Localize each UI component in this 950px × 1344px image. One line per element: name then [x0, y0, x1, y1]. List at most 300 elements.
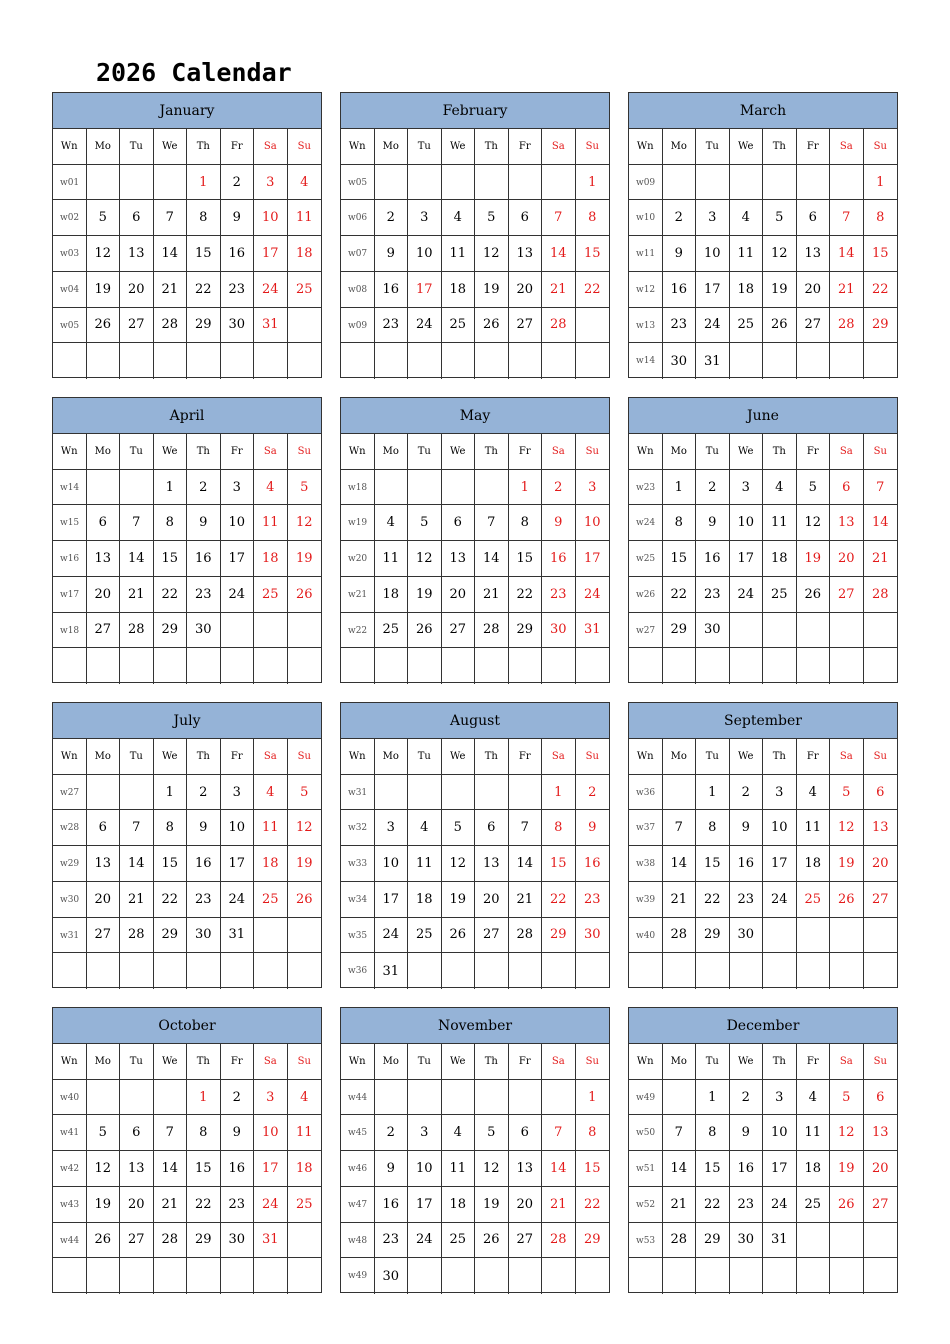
day-cell [221, 343, 255, 379]
day-cell [475, 1080, 509, 1116]
day-cell: 30 [576, 918, 610, 954]
week-number: w26 [629, 577, 663, 613]
day-cell: 20 [830, 541, 864, 577]
day-cell: 25 [442, 308, 476, 344]
weekday-header: Wn [53, 739, 87, 775]
weekday-header: Fr [509, 1044, 543, 1080]
day-cell: 10 [221, 505, 255, 541]
day-cell: 14 [542, 1151, 576, 1187]
day-cell: 31 [576, 613, 610, 649]
weekday-header: Sa [254, 129, 288, 165]
weekday-header: We [442, 1044, 476, 1080]
day-cell: 29 [154, 918, 188, 954]
day-cell: 27 [120, 308, 154, 344]
day-cell: 11 [254, 810, 288, 846]
day-grid [53, 129, 321, 379]
day-cell: 22 [576, 1187, 610, 1223]
day-cell: 3 [254, 165, 288, 201]
day-cell: 23 [375, 308, 409, 344]
day-cell: 7 [830, 200, 864, 236]
day-cell: 27 [864, 1187, 898, 1223]
weekday-header: Su [864, 739, 898, 775]
day-cell: 16 [730, 846, 764, 882]
day-cell [576, 1258, 610, 1294]
day-cell: 18 [442, 272, 476, 308]
week-number: w27 [53, 775, 87, 811]
week-number: w10 [629, 200, 663, 236]
day-grid [341, 129, 609, 379]
day-cell: 26 [288, 882, 322, 918]
day-cell: 6 [87, 505, 121, 541]
day-cell [830, 165, 864, 201]
day-cell: 8 [187, 200, 221, 236]
day-cell: 21 [542, 272, 576, 308]
day-cell: 27 [797, 308, 831, 344]
day-cell: 14 [830, 236, 864, 272]
day-cell: 6 [864, 775, 898, 811]
day-cell: 4 [797, 1080, 831, 1116]
weekday-header: Tu [408, 434, 442, 470]
weekday-header: We [154, 1044, 188, 1080]
day-cell: 9 [576, 810, 610, 846]
day-cell: 17 [375, 882, 409, 918]
day-cell [87, 343, 121, 379]
day-cell [120, 343, 154, 379]
day-cell [408, 648, 442, 684]
day-cell: 16 [187, 846, 221, 882]
day-cell: 24 [730, 577, 764, 613]
day-cell: 17 [576, 541, 610, 577]
day-cell [576, 648, 610, 684]
month-name: October [53, 1008, 321, 1044]
day-cell: 28 [830, 308, 864, 344]
day-cell [864, 953, 898, 989]
day-cell [288, 308, 322, 344]
weekday-header: Th [187, 739, 221, 775]
day-cell [864, 1223, 898, 1259]
week-number: w49 [629, 1080, 663, 1116]
day-cell: 19 [408, 577, 442, 613]
day-cell: 6 [120, 200, 154, 236]
day-cell: 25 [797, 1187, 831, 1223]
day-cell: 9 [542, 505, 576, 541]
day-cell: 22 [154, 882, 188, 918]
day-cell: 29 [663, 613, 697, 649]
weekday-header: Sa [542, 129, 576, 165]
day-cell: 23 [375, 1223, 409, 1259]
weekday-header: Th [187, 434, 221, 470]
day-cell [221, 648, 255, 684]
day-cell [730, 1258, 764, 1294]
week-number: w31 [53, 918, 87, 954]
week-number: w25 [629, 541, 663, 577]
day-cell: 13 [442, 541, 476, 577]
day-cell: 15 [509, 541, 543, 577]
weekday-header: We [442, 739, 476, 775]
day-cell [87, 775, 121, 811]
week-number: w49 [341, 1258, 375, 1294]
day-cell [408, 1080, 442, 1116]
day-cell: 4 [408, 810, 442, 846]
day-cell: 1 [576, 1080, 610, 1116]
day-cell: 5 [475, 1115, 509, 1151]
weekday-header: Sa [254, 739, 288, 775]
week-number: w50 [629, 1115, 663, 1151]
day-cell: 14 [663, 846, 697, 882]
day-cell [864, 648, 898, 684]
week-number: w40 [53, 1080, 87, 1116]
day-cell: 2 [375, 200, 409, 236]
day-cell: 1 [542, 775, 576, 811]
day-cell: 3 [221, 775, 255, 811]
day-grid [629, 434, 897, 684]
month-name: December [629, 1008, 897, 1044]
weekday-header: We [154, 129, 188, 165]
day-cell: 8 [154, 505, 188, 541]
day-cell: 17 [408, 1187, 442, 1223]
day-cell: 22 [696, 1187, 730, 1223]
day-cell: 11 [408, 846, 442, 882]
day-cell [797, 648, 831, 684]
day-cell [475, 165, 509, 201]
day-cell: 6 [475, 810, 509, 846]
week-number: w05 [53, 308, 87, 344]
day-cell: 15 [542, 846, 576, 882]
week-number: w17 [53, 577, 87, 613]
month-june [628, 397, 898, 683]
weekday-header: Mo [663, 739, 697, 775]
day-cell: 15 [696, 1151, 730, 1187]
week-number [53, 343, 87, 379]
day-cell: 30 [221, 308, 255, 344]
day-cell: 26 [442, 918, 476, 954]
day-cell: 27 [87, 918, 121, 954]
day-cell: 20 [509, 1187, 543, 1223]
day-cell: 19 [87, 272, 121, 308]
day-cell: 22 [696, 882, 730, 918]
day-cell: 15 [154, 846, 188, 882]
day-cell: 1 [864, 165, 898, 201]
day-cell: 17 [763, 1151, 797, 1187]
week-number: w31 [341, 775, 375, 811]
day-cell [696, 953, 730, 989]
day-cell: 29 [542, 918, 576, 954]
day-cell: 19 [830, 1151, 864, 1187]
day-cell: 10 [763, 810, 797, 846]
week-number: w08 [341, 272, 375, 308]
day-cell: 24 [254, 272, 288, 308]
week-number: w39 [629, 882, 663, 918]
day-cell: 18 [288, 236, 322, 272]
day-cell: 10 [375, 846, 409, 882]
day-cell: 21 [542, 1187, 576, 1223]
day-cell [288, 918, 322, 954]
day-cell: 23 [576, 882, 610, 918]
day-cell: 10 [254, 200, 288, 236]
day-cell [576, 308, 610, 344]
day-cell [288, 953, 322, 989]
week-number [53, 1258, 87, 1294]
day-cell: 20 [120, 1187, 154, 1223]
day-cell: 5 [288, 470, 322, 506]
day-cell: 3 [408, 200, 442, 236]
day-cell: 5 [87, 200, 121, 236]
day-cell: 16 [663, 272, 697, 308]
week-number: w27 [629, 613, 663, 649]
day-cell: 29 [696, 1223, 730, 1259]
weekday-header: We [154, 739, 188, 775]
day-cell: 18 [763, 541, 797, 577]
day-cell: 15 [576, 236, 610, 272]
weekday-header: Wn [341, 434, 375, 470]
day-cell: 1 [187, 165, 221, 201]
day-cell: 25 [254, 577, 288, 613]
day-cell: 18 [288, 1151, 322, 1187]
day-cell: 29 [509, 613, 543, 649]
weekday-header: Wn [53, 434, 87, 470]
day-cell: 16 [730, 1151, 764, 1187]
day-cell: 31 [254, 308, 288, 344]
month-december [628, 1007, 898, 1293]
day-cell: 5 [87, 1115, 121, 1151]
month-name: March [629, 93, 897, 129]
week-number [629, 648, 663, 684]
day-cell [730, 953, 764, 989]
day-cell: 17 [254, 1151, 288, 1187]
day-cell [475, 953, 509, 989]
day-cell [663, 953, 697, 989]
day-cell [120, 165, 154, 201]
day-cell: 6 [830, 470, 864, 506]
weekday-header: Fr [221, 739, 255, 775]
day-cell: 12 [830, 1115, 864, 1151]
day-cell: 18 [730, 272, 764, 308]
day-cell: 24 [221, 577, 255, 613]
day-cell [864, 343, 898, 379]
weekday-header: Mo [375, 129, 409, 165]
day-cell [509, 1258, 543, 1294]
day-grid [629, 739, 897, 989]
day-cell: 19 [763, 272, 797, 308]
day-cell [763, 1258, 797, 1294]
week-number: w15 [53, 505, 87, 541]
day-cell [696, 1258, 730, 1294]
day-cell: 7 [154, 1115, 188, 1151]
day-cell: 8 [663, 505, 697, 541]
day-cell: 14 [663, 1151, 697, 1187]
day-cell: 8 [576, 200, 610, 236]
day-cell: 7 [475, 505, 509, 541]
day-cell: 9 [696, 505, 730, 541]
day-cell: 20 [442, 577, 476, 613]
day-cell: 29 [187, 308, 221, 344]
day-cell [221, 953, 255, 989]
day-cell: 27 [864, 882, 898, 918]
weekday-header: Mo [375, 739, 409, 775]
day-cell: 14 [120, 541, 154, 577]
day-cell: 20 [87, 882, 121, 918]
day-cell [254, 343, 288, 379]
day-cell: 6 [509, 1115, 543, 1151]
month-may [340, 397, 610, 683]
month-march [628, 92, 898, 378]
day-cell: 2 [730, 775, 764, 811]
day-cell: 28 [663, 1223, 697, 1259]
day-cell: 28 [120, 918, 154, 954]
day-cell: 25 [730, 308, 764, 344]
day-cell [730, 613, 764, 649]
day-cell [830, 1258, 864, 1294]
day-grid [341, 739, 609, 989]
day-cell: 25 [288, 272, 322, 308]
week-number: w01 [53, 165, 87, 201]
weekday-header: Mo [375, 434, 409, 470]
day-cell: 16 [221, 236, 255, 272]
day-cell: 18 [408, 882, 442, 918]
week-number: w23 [629, 470, 663, 506]
day-cell [254, 613, 288, 649]
day-cell: 11 [288, 1115, 322, 1151]
day-cell: 19 [288, 846, 322, 882]
day-cell: 9 [375, 236, 409, 272]
weekday-header: Tu [120, 739, 154, 775]
day-cell [663, 775, 697, 811]
day-cell: 26 [830, 882, 864, 918]
day-cell [442, 165, 476, 201]
day-cell: 30 [696, 613, 730, 649]
day-cell: 27 [509, 308, 543, 344]
day-cell: 9 [730, 810, 764, 846]
day-cell [408, 343, 442, 379]
week-number: w21 [341, 577, 375, 613]
day-cell: 19 [797, 541, 831, 577]
day-cell: 28 [154, 308, 188, 344]
week-number: w36 [629, 775, 663, 811]
day-cell: 14 [154, 236, 188, 272]
day-cell [830, 613, 864, 649]
day-cell: 20 [864, 846, 898, 882]
day-cell: 24 [375, 918, 409, 954]
day-cell: 9 [187, 810, 221, 846]
day-cell: 13 [830, 505, 864, 541]
day-cell: 12 [288, 505, 322, 541]
day-cell: 25 [375, 613, 409, 649]
day-cell: 12 [288, 810, 322, 846]
day-cell: 24 [221, 882, 255, 918]
week-number: w33 [341, 846, 375, 882]
day-cell: 13 [475, 846, 509, 882]
day-cell: 9 [187, 505, 221, 541]
day-cell: 31 [696, 343, 730, 379]
weekday-header: Sa [830, 434, 864, 470]
day-cell [797, 953, 831, 989]
day-cell: 29 [576, 1223, 610, 1259]
day-cell: 28 [864, 577, 898, 613]
week-number: w11 [629, 236, 663, 272]
day-cell: 17 [730, 541, 764, 577]
day-cell: 13 [864, 810, 898, 846]
day-cell: 26 [408, 613, 442, 649]
day-cell [475, 648, 509, 684]
day-cell: 5 [475, 200, 509, 236]
day-cell: 21 [120, 882, 154, 918]
day-cell: 15 [187, 236, 221, 272]
day-cell [509, 953, 543, 989]
day-cell [408, 470, 442, 506]
day-cell: 10 [576, 505, 610, 541]
day-cell: 2 [542, 470, 576, 506]
day-cell: 16 [542, 541, 576, 577]
day-cell: 13 [87, 846, 121, 882]
weekday-header: Sa [254, 1044, 288, 1080]
weekday-header: Th [187, 1044, 221, 1080]
week-number [53, 648, 87, 684]
week-number: w22 [341, 613, 375, 649]
day-cell: 29 [696, 918, 730, 954]
day-cell: 27 [475, 918, 509, 954]
day-cell: 8 [542, 810, 576, 846]
day-cell: 11 [763, 505, 797, 541]
day-cell: 2 [576, 775, 610, 811]
day-cell: 31 [254, 1223, 288, 1259]
week-number: w52 [629, 1187, 663, 1223]
weekday-header: Fr [797, 1044, 831, 1080]
day-cell [696, 165, 730, 201]
day-cell [864, 613, 898, 649]
day-cell: 8 [576, 1115, 610, 1151]
day-cell: 18 [797, 1151, 831, 1187]
day-cell: 5 [797, 470, 831, 506]
month-name: July [53, 703, 321, 739]
day-cell: 12 [442, 846, 476, 882]
weekday-header: Th [475, 1044, 509, 1080]
day-cell: 1 [187, 1080, 221, 1116]
day-cell [187, 953, 221, 989]
day-cell [576, 343, 610, 379]
day-cell [475, 470, 509, 506]
weekday-header: We [730, 434, 764, 470]
day-cell: 20 [797, 272, 831, 308]
day-cell [87, 1080, 121, 1116]
day-cell: 13 [87, 541, 121, 577]
day-cell: 22 [864, 272, 898, 308]
day-cell [663, 1258, 697, 1294]
week-number: w45 [341, 1115, 375, 1151]
day-cell: 7 [542, 1115, 576, 1151]
day-cell [408, 165, 442, 201]
weekday-header: Wn [53, 129, 87, 165]
weekday-header: Mo [663, 1044, 697, 1080]
day-cell: 16 [221, 1151, 255, 1187]
day-cell: 24 [696, 308, 730, 344]
day-cell: 10 [221, 810, 255, 846]
day-cell [87, 470, 121, 506]
weekday-header: Su [864, 129, 898, 165]
day-cell: 1 [576, 165, 610, 201]
weekday-header: Wn [629, 739, 663, 775]
day-cell: 15 [154, 541, 188, 577]
day-cell: 17 [763, 846, 797, 882]
week-number: w44 [53, 1223, 87, 1259]
day-cell [542, 1080, 576, 1116]
day-cell: 18 [797, 846, 831, 882]
day-cell [830, 343, 864, 379]
weekday-header: Su [864, 434, 898, 470]
day-cell [763, 165, 797, 201]
month-name: February [341, 93, 609, 129]
day-cell: 11 [254, 505, 288, 541]
weekday-header: Sa [542, 739, 576, 775]
